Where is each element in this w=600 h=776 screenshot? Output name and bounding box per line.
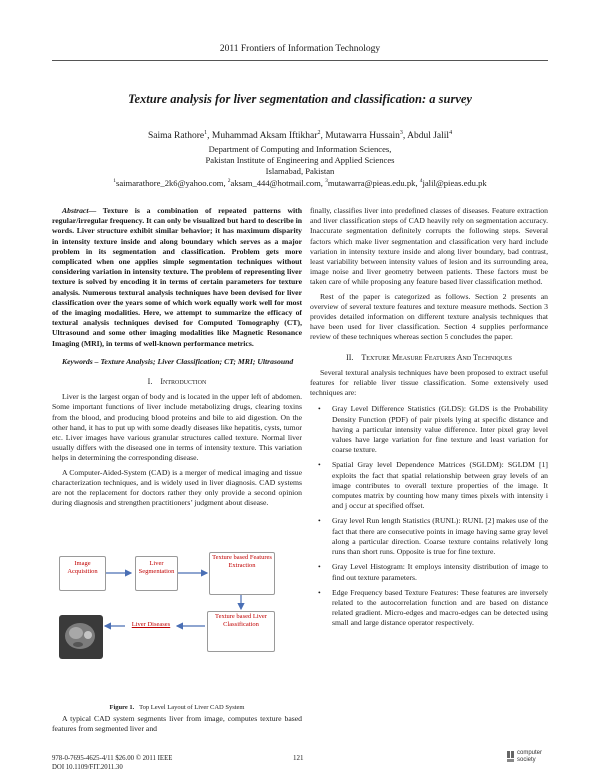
- box-feature-extraction: Texture based Features Extraction: [209, 552, 275, 595]
- affiliation-department: Department of Computing and Information Sciences,: [208, 144, 392, 154]
- continued-paragraph: finally, classifies liver into predefined classes of diseases. Feature extraction and liver classification steps of CAD heavily rely on segmentation accuracy. Inaccurate segmentation definitely corrupts the following steps. Several factors which make liver segmentation and classification very hard include variation in intensity texture inside and along liver boundary, bad contrast, least variability between intensity values of lesion and its surrounding area, image noise and liver geometry between patients. These factors must be taken care of while proposing any feature based liver classification method.: [310, 206, 548, 287]
- footer-publication-info: [52, 754, 172, 772]
- technique-list: [310, 404, 548, 628]
- footer-isbn: 978-0-7695-4625-4/11 $26.00 © 2011 IEEE: [52, 755, 173, 762]
- list-item: • Gray level Run length Statistics (RUNL): RUNL [2] makes use of the fact that there are consecutive points in image having same gray level along a particular direction. Coarse texture contains relatively long runs than short runs. Opposite is true for fine texture.: [318, 516, 548, 557]
- email[interactable]: $^2$aksam_444@hotmail.com,: [227, 177, 326, 188]
- box-liver-segmentation: Liver Segmentation: [135, 556, 178, 591]
- figure-cad-layout: [57, 549, 302, 695]
- author: Mutawarra Hussain$^3$,: [325, 130, 408, 142]
- left-column: [52, 206, 302, 508]
- intro-paragraph-1: Liver is the largest organ of body and is located in the upper left of abdomen. Some important functions of liver include metabolizing drugs, clearing toxins from the blood, and producing blood proteins and bile to aid digestion. On the other hand, it has to put up with some deadly diseases like hepatitis, cysts, tumor etc. Liver images have various granular structures called texture. Normal liver usually differs with the diseased one in terms of intensity texture. This variation helps in determining the corresponding disease.: [52, 392, 302, 463]
- keywords-text: – Texture Analysis; Liver Classification; CT; MRI; Ultrasound: [92, 356, 294, 366]
- box-liver-classification: Texture based Liver Classification: [207, 611, 275, 652]
- page-number: 121: [293, 754, 304, 762]
- abstract-text: Texture is a combination of repeated patterns with regular/irregular frequency. It can only be visualized but hard to describe in words. Liver structure exhibit similar behavior; it has maximum disparity in intensity texture inside and along boundary which serves as a major problem in its segmentation and classification. Problem gets more complicated when one applies simple segmentation techniques without considering variation in intensity texture. The problem of representing liver texture is solved by encoding it in terms of certain parameters for texture analysis. Numerous textural analysis techniques have been devised for liver classification over the years some of which work equally work well for most of the imaging modalities. Here, we attempt to summarize the efficacy of textural analysis techniques devised for Computed Tomography (CT), Ultrasound and some other imaging modalities like Magnetic Resonance Imaging (MRI), in terms of well-known performance metrics.: [52, 206, 302, 348]
- abstract: Abstract— Texture is a combination of repeated patterns with regular/irregular frequency. It can only be visualized but hard to describe in words. Liver structure exhibit similar behavior; it has maximum disparity in intensity texture inside and along boundary which serves as a major problem in its segmentation and classification. Problem gets more complicated when one applies simple segmentation techniques without considering variation in intensity texture. The problem of representing liver texture is solved by encoding it in terms of certain parameters for texture analysis. Numerous textural analysis techniques have been devised for liver classification over the years some of which work equally work well for most of the imaging modalities. Here, we attempt to summarize the efficacy of textural analysis techniques devised for Computed Tomography (CT), Ultrasound and some other imaging modalities like Magnetic Resonance Imaging (MRI), in terms of well-known performance metrics.: [52, 206, 302, 348]
- running-header: 2011 Frontiers of Information Technology: [219, 44, 381, 54]
- email[interactable]: $^3$mutawarra@pieas.edu.pk,: [325, 177, 420, 188]
- affiliation-city: Islamabad, Pakistan: [265, 166, 335, 176]
- section-heading-texture-measures: II. Texture Measure Features And Techniques: [346, 352, 512, 362]
- intro-paragraph-2: A Computer-Aided-System (CAD) is a merger of medical imaging and tissue characterization techniques, and is widely used in liver diagnosis. CAD systems are not the replacement for doctors rather they only provide a second opinion during diagnosis and strengthen practitioners’ judgment about disease.: [52, 467, 302, 508]
- figure-caption: Figure 1. Top Level Layout of Liver CAD System: [109, 704, 245, 711]
- right-column: [310, 206, 548, 634]
- list-item: • Spatial Gray level Dependence Matrices (SGLDM): SGLDM [1] exploits the fact that spatial relationship between gray levels of an image contributes to overall texture properties of the image. It computes matrix by counting how many times pixels with intensity i and j occur at specified offset.: [318, 460, 548, 511]
- logo-text: computer society: [517, 750, 543, 763]
- author-list: [0, 127, 600, 143]
- footer-doi: DOI 10.1109/FIT.2011.30: [52, 764, 123, 771]
- author: Saima Rathore$^1$,: [147, 130, 212, 142]
- header-rule: [52, 60, 548, 61]
- left-column-bottom: [52, 714, 302, 734]
- abstract-label: Abstract: [62, 206, 89, 215]
- intro-paragraph-3: A typical CAD system segments liver from image, computes texture based features from segmented liver and: [52, 714, 302, 734]
- bullet-icon: •: [318, 460, 321, 470]
- label-liver-diseases: Liver Diseases: [127, 620, 175, 632]
- bullet-icon: •: [318, 404, 321, 414]
- paper-organization-paragraph: Rest of the paper is categorized as follows. Section 2 presents an overview of several texture features and texture measure methods. Section 3 provides detailed information on different texture analysis techniques that have been used for liver classification. Section 4 supplies performance review of these techniques whereas section 5 concludes the paper.: [310, 291, 548, 342]
- ct-scan-image: [59, 615, 103, 659]
- email[interactable]: $^4$jalil@pieas.edu.pk: [419, 177, 487, 188]
- section-heading-introduction: I. Introduction: [147, 377, 207, 387]
- keywords-label: Keywords: [62, 356, 93, 366]
- author-emails: [0, 176, 600, 189]
- email[interactable]: $^1$saimarathore_2k6@yahoo.com,: [113, 177, 228, 188]
- bullet-icon: •: [318, 587, 321, 597]
- paper-title: Texture analysis for liver segmentation and classification: a survey: [128, 92, 472, 106]
- affiliation-institute: Pakistan Institute of Engineering and Applied Sciences: [205, 155, 395, 165]
- bullet-icon: •: [318, 562, 321, 572]
- bullet-icon: •: [318, 516, 321, 526]
- list-item: • Gray Level Difference Statistics (GLDS): GLDS is the Probability Density Function (PDF) of pair pixels lying at specific distance and having a particular intensity value difference. Inter pixel gray level values have large variation for fine texture and least variation for coarse texture.: [318, 404, 548, 455]
- box-image-acquisition: Image Acquisition: [59, 556, 106, 591]
- author: Abdul Jalil$^4$: [407, 130, 453, 142]
- section2-intro: Several textural analysis techniques have been proposed to extract useful features for reliable liver tissue classification. Some extensively used techniques are:: [310, 367, 548, 398]
- computer-society-logo: [506, 748, 552, 770]
- author: Muhammad Aksam Iftikhar$^2$,: [211, 130, 326, 142]
- list-item: • Gray Level Histogram: It employs intensity distribution of image to find out texture parameters.: [318, 562, 548, 582]
- list-item: • Edge Frequency based Texture Features: These features are inversely related to the autocorrelation function and are based on distance related gradient. Micro-edges and macro-edges can be detected using small and large distance operator respectively.: [318, 587, 548, 628]
- keywords: [52, 357, 302, 367]
